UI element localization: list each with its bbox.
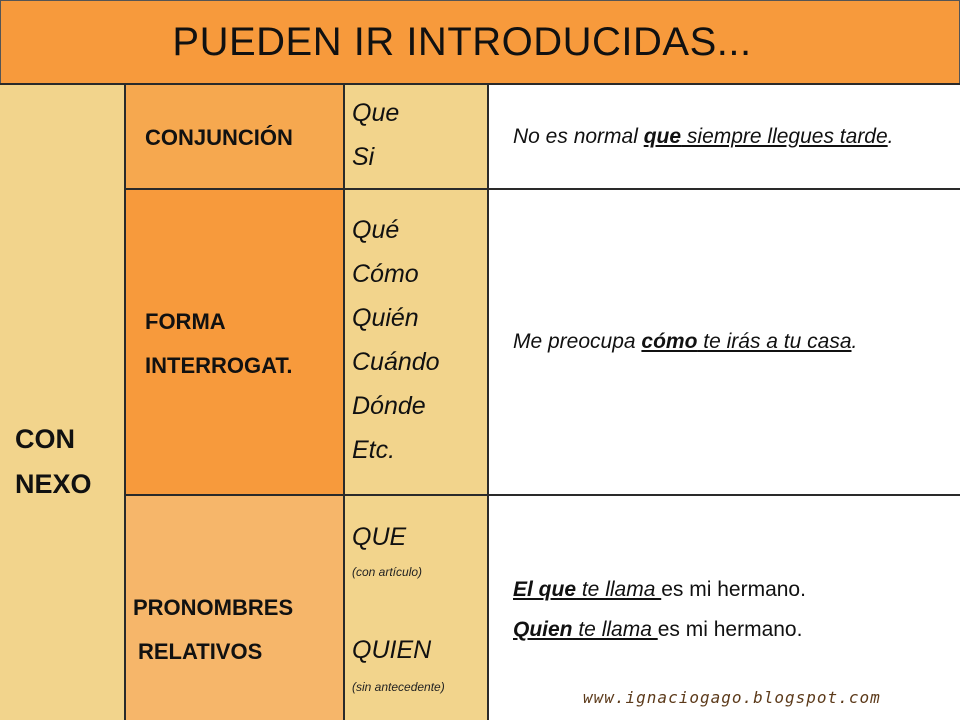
word: Que bbox=[352, 99, 400, 127]
type-label-line: RELATIVOS bbox=[138, 639, 263, 664]
example-subordinate: te llama bbox=[572, 618, 658, 641]
word: Dónde bbox=[352, 392, 426, 420]
type-label bbox=[145, 116, 293, 160]
example-cell-pronombres-relativos bbox=[489, 496, 960, 720]
type-label bbox=[133, 586, 293, 674]
group-label bbox=[15, 417, 92, 507]
example-keyword: que bbox=[643, 125, 682, 148]
word-note: (con artículo) bbox=[352, 565, 423, 579]
word-note: (sin antecedente) bbox=[352, 680, 445, 694]
word: QUE bbox=[352, 523, 407, 551]
group-label-line-1: CON bbox=[15, 424, 75, 454]
grid-line bbox=[125, 188, 960, 190]
group-cell bbox=[0, 84, 125, 720]
word: Cuándo bbox=[352, 348, 440, 376]
type-label-line: INTERROGAT. bbox=[145, 353, 293, 378]
example-text: . bbox=[851, 330, 858, 353]
words-cell-forma-interrogativa bbox=[345, 190, 487, 494]
type-label-line: FORMA bbox=[145, 309, 226, 334]
example-keyword: cómo bbox=[641, 330, 698, 353]
grid-line bbox=[343, 84, 345, 720]
example-subordinate: te irás a tu casa bbox=[697, 330, 852, 353]
type-cell-pronombres-relativos bbox=[126, 496, 344, 720]
example-cell-forma-interrogativa bbox=[489, 190, 960, 494]
title-bar bbox=[0, 0, 960, 85]
example-text: Me preocupa bbox=[513, 330, 642, 353]
word: QUIEN bbox=[352, 636, 432, 664]
example-sentence bbox=[513, 578, 806, 602]
words-cell-pronombres-relativos bbox=[345, 496, 487, 720]
group-label-line-2: NEXO bbox=[15, 469, 92, 499]
word: Si bbox=[352, 143, 375, 171]
example-sentence bbox=[513, 330, 857, 354]
page-title: PUEDEN IR INTRODUCIDAS... bbox=[172, 20, 752, 64]
type-cell-forma-interrogativa bbox=[126, 190, 344, 494]
grid-line bbox=[0, 83, 960, 85]
grid-line bbox=[487, 84, 489, 720]
word: Cómo bbox=[352, 260, 419, 288]
grid-line bbox=[124, 84, 126, 720]
example-sentence bbox=[513, 618, 802, 642]
example-keyword: El que bbox=[513, 578, 577, 601]
example-text: . bbox=[887, 125, 894, 148]
type-label-line: PRONOMBRES bbox=[133, 595, 294, 620]
example-text: No es normal bbox=[513, 125, 644, 148]
type-label-line: CONJUNCIÓN bbox=[145, 125, 293, 150]
type-cell-conjuncion bbox=[126, 84, 344, 188]
example-cell-conjuncion bbox=[489, 84, 960, 188]
grid-line bbox=[125, 494, 960, 496]
example-text: es mi hermano. bbox=[661, 578, 806, 601]
words-cell-conjuncion bbox=[345, 84, 487, 188]
example-subordinate: te llama bbox=[576, 578, 662, 601]
type-label bbox=[145, 300, 292, 388]
word: Etc. bbox=[352, 436, 396, 464]
example-subordinate: siempre llegues tarde bbox=[681, 125, 888, 148]
word: Qué bbox=[352, 216, 400, 244]
example-keyword: Quien bbox=[513, 618, 573, 641]
example-text: es mi hermano. bbox=[657, 618, 803, 641]
word: Quién bbox=[352, 304, 419, 332]
site-credit: www.ignaciogago.blogspot.com bbox=[583, 688, 881, 707]
example-sentence bbox=[513, 125, 894, 149]
